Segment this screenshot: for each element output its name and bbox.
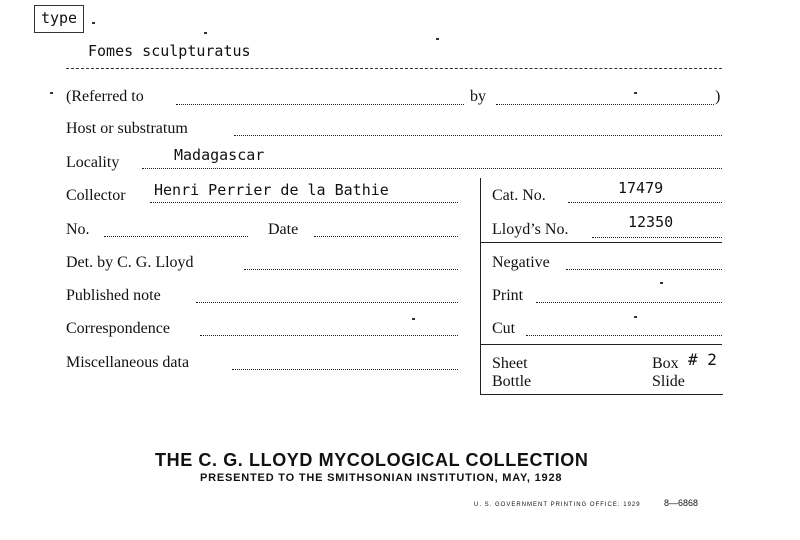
slide-label: Slide [652,373,685,390]
scan-speck [50,92,53,94]
bottle-label: Bottle [492,373,532,390]
cat-no-label: Cat. No. [492,187,546,204]
scan-speck [634,316,637,318]
lloyds-no-value: 12350 [628,213,674,231]
locality-line [142,168,722,169]
misc-label: Miscellaneous data [66,354,190,371]
collection-subtitle: PRESENTED TO THE SMITHSONIAN INSTITUTION, MAY, 1928 [200,472,563,484]
print-label: Print [492,287,524,304]
collector-label: Collector [66,187,126,204]
det-label: Det. by C. G. Lloyd [66,254,194,271]
print-line [536,302,722,303]
referred-to-line [176,104,464,105]
box-label: Box [652,355,679,372]
negative-label: Negative [492,254,550,271]
det-line [244,269,458,270]
correspondence-line [200,335,458,336]
lloyds-no-label: Lloyd’s No. [492,221,569,238]
type-stamp: type [34,5,84,33]
cut-label: Cut [492,320,516,337]
by-line [496,104,714,105]
species-name: Fomes sculpturatus [88,42,251,60]
scan-speck [204,32,207,34]
locality-label: Locality [66,154,120,171]
referred-to-label: (Referred to [66,88,144,105]
date-line [314,236,458,237]
scan-speck [634,92,637,94]
by-label: by [470,88,486,105]
no-label: No. [66,221,90,238]
no-line [104,236,248,237]
form-code: 8—6868 [664,498,699,508]
scan-speck [92,22,95,24]
collector-line [150,202,458,203]
host-label: Host or substratum [66,120,188,137]
species-line [66,68,722,69]
scan-speck [412,318,415,320]
printing-office: U. S. GOVERNMENT PRINTING OFFICE: 1929 [474,502,641,508]
box-value: # 2 [688,350,717,369]
lloyds-no-line [592,237,722,238]
date-label: Date [268,221,299,238]
close-paren: ) [715,88,721,105]
scan-speck [660,282,663,284]
box-divider-lower [480,344,722,345]
host-line [234,135,722,136]
correspondence-label: Correspondence [66,320,170,337]
published-line [196,302,458,303]
cat-no-value: 17479 [618,179,664,197]
box-divider [480,242,722,243]
locality-value: Madagascar [174,146,265,164]
scan-speck [436,38,439,40]
collector-value: Henri Perrier de la Bathie [154,181,389,199]
sheet-label: Sheet [492,355,528,372]
cut-line [526,335,722,336]
cat-no-line [568,202,722,203]
published-label: Published note [66,287,161,304]
negative-line [566,269,722,270]
misc-line [232,369,458,370]
collection-title: THE C. G. LLOYD MYCOLOGICAL COLLECTION [155,450,589,470]
